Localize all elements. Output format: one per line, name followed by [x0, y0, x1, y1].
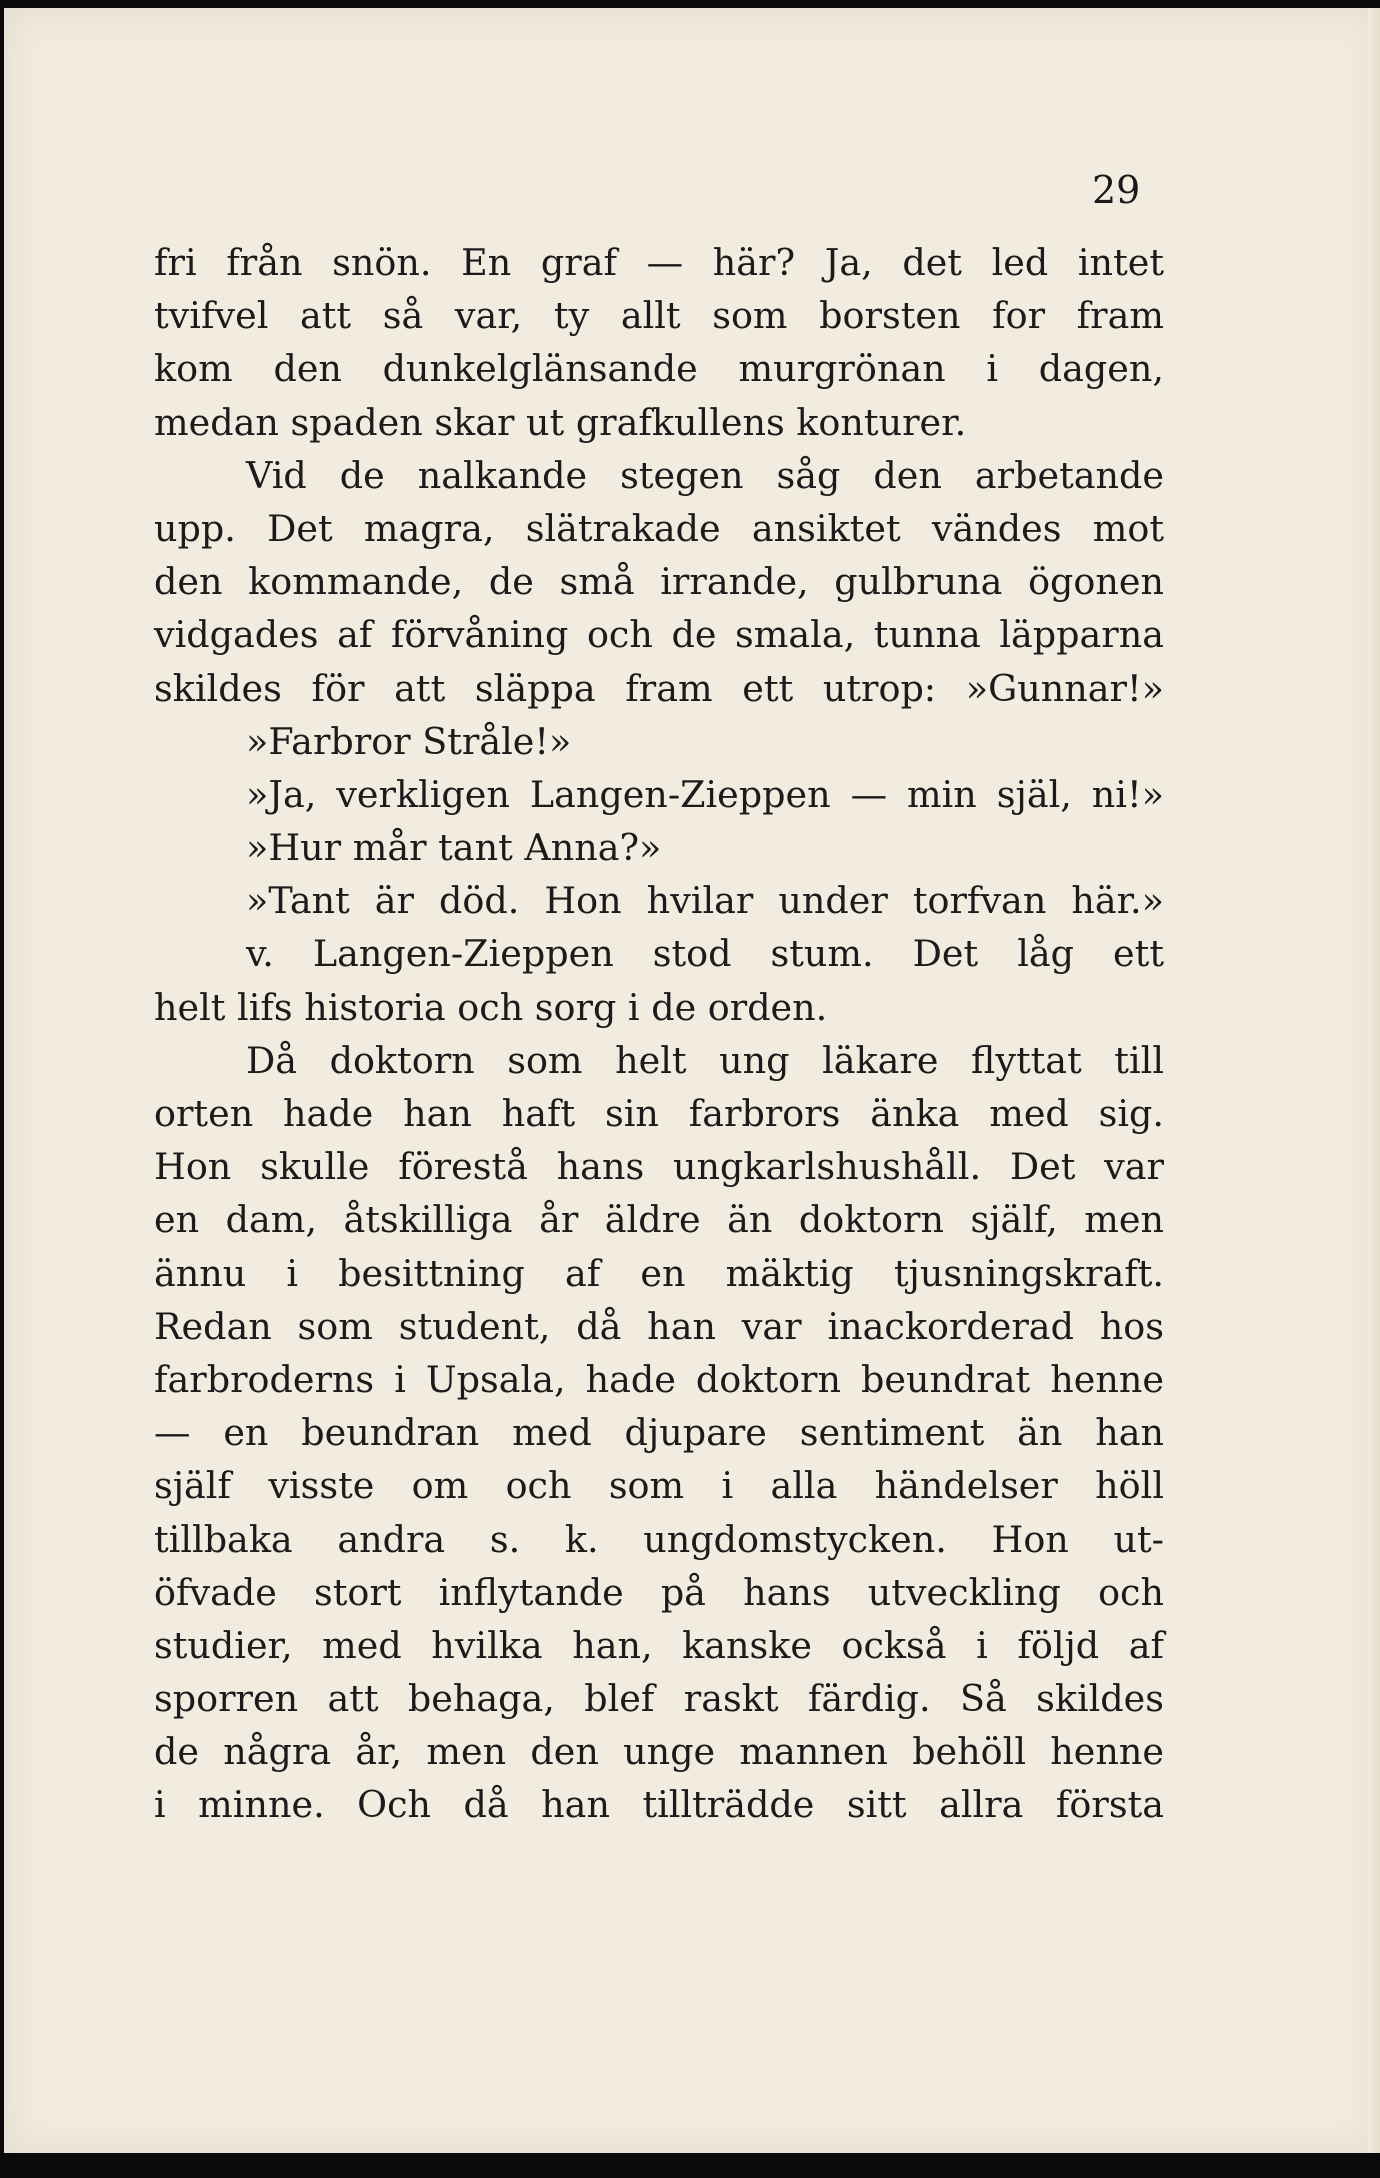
text-line: ännu i besittning af en mäktig tjusningskraft.: [154, 1251, 1164, 1295]
text-line: skildes för att släppa fram ett utrop: »Gunnar!»: [154, 666, 1164, 710]
text-line: kom den dunkelglänsande murgrönan i dagen,: [154, 347, 1164, 391]
text-line: medan spaden skar ut grafkullens konturer.: [154, 400, 967, 444]
text-line: den kommande, de små irrande, gulbruna ögonen: [154, 560, 1164, 604]
text-line: »Hur mår tant Anna?»: [246, 826, 662, 870]
book-page: [4, 8, 1380, 2153]
text-line: vidgades af förvåning och de smala, tunna läpparna: [154, 613, 1164, 657]
text-line: v. Langen-Zieppen stod stum. Det låg ett: [246, 932, 1164, 976]
text-line: — en beundran med djupare sentiment än han: [154, 1411, 1164, 1455]
text-line: tillbaka andra s. k. ungdomstycken. Hon ut-: [154, 1517, 1164, 1561]
text-line: Då doktorn som helt ung läkare flyttat till: [246, 1038, 1164, 1082]
text-line: »Tant är död. Hon hvilar under torfvan här.»: [246, 879, 1164, 923]
text-line: helt lifs historia och sorg i de orden.: [154, 985, 828, 1029]
text-line: upp. Det magra, slätrakade ansiktet vändes mot: [154, 506, 1164, 550]
text-line: tvifvel att så var, ty allt som borsten for fram: [154, 294, 1164, 338]
text-line: öfvade stort inflytande på hans utveckling och: [154, 1570, 1164, 1614]
page-number: 29: [1092, 168, 1141, 212]
text-line: sporren att behaga, blef raskt färdig. Så skildes: [154, 1677, 1164, 1721]
text-line: studier, med hvilka han, kanske också i följd af: [154, 1623, 1164, 1667]
text-line: Hon skulle förestå hans ungkarlshushåll. Det var: [154, 1145, 1164, 1189]
text-line: Vid de nalkande stegen såg den arbetande: [246, 453, 1164, 497]
text-line: själf visste om och som i alla händelser höll: [154, 1464, 1164, 1508]
text-line: orten hade han haft sin farbrors änka med sig.: [154, 1092, 1164, 1135]
body-text: [154, 236, 1164, 1832]
text-line: Redan som student, då han var inackorderad hos: [154, 1304, 1164, 1348]
text-line: »Ja, verkligen Langen-Zieppen — min själ, ni!»: [246, 772, 1164, 816]
text-line: i minne. Och då han tillträdde sitt allra första: [154, 1783, 1164, 1827]
text-line: en dam, åtskilliga år äldre än doktorn själf, men: [154, 1198, 1164, 1242]
text-line: »Farbror Stråle!»: [246, 719, 572, 763]
text-line: fri från snön. En graf — här? Ja, det led intet: [154, 241, 1164, 284]
text-line: de några år, men den unge mannen behöll henne: [154, 1730, 1164, 1774]
text-line: farbroderns i Upsala, hade doktorn beundrat henne: [154, 1357, 1164, 1401]
page-edge: [1368, 8, 1380, 2153]
